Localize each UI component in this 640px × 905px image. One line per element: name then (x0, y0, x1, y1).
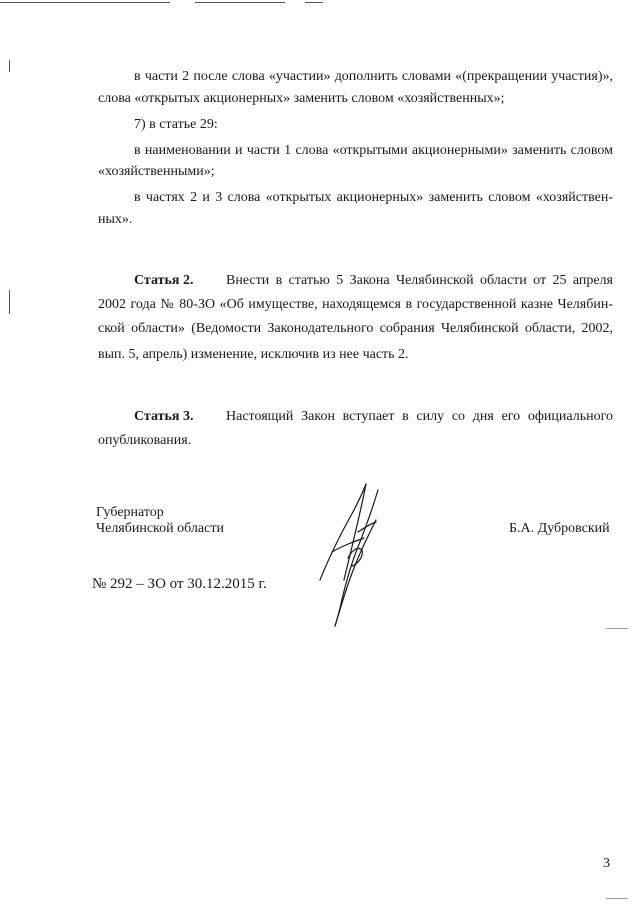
paragraph-3-line-1: в наименовании и части 1 слова «открытыми акционерными» заменить словом (134, 143, 613, 158)
article-2-line-3: ской области» (Ведомости Законодательного собрания Челябинской области, 2002, (98, 321, 613, 336)
scan-edge-top-3 (305, 2, 323, 3)
scan-edge-top-1 (0, 2, 170, 3)
region-title: Челябинской области (96, 521, 224, 536)
paragraph-1-line-1: в части 2 после слова «участии» дополнить словами «(прекращении участия)», (134, 69, 613, 84)
paragraph-1-line-2: слова «открытых акционерных» заменить словом «хозяйственных»; (98, 91, 505, 106)
article-2-line-4: вып. 5, апрель) изменение, исключив из нее часть 2. (98, 347, 409, 362)
article-3-heading: Статья 3. (134, 409, 194, 424)
article-2-line-1: Внести в статью 5 Закона Челябинской области от 25 апреля (226, 273, 613, 288)
paragraph-2: 7) в статье 29: (134, 117, 218, 132)
scan-edge-top-2 (195, 2, 285, 3)
article-2-line-2: 2002 года № 80-ЗО «Об имуществе, находящемся в государственной казне Челябин- (98, 297, 613, 312)
law-number: № 292 – ЗО от 30.12.2015 г. (92, 576, 267, 592)
page-number: 3 (603, 856, 610, 871)
handwritten-signature (298, 480, 398, 630)
scan-edge-left-2 (9, 290, 10, 314)
signer-name: Б.А. Дубровский (509, 521, 610, 536)
article-3-line-1: Настоящий Закон вступает в силу со дня его официального (226, 409, 613, 424)
paragraph-4-line-1: в частях 2 и 3 слова «открытых акционерных» заменить словом «хозяйствен- (134, 190, 613, 205)
article-2-heading: Статья 2. (134, 273, 194, 288)
paragraph-3-line-2: «хозяйственными»; (98, 164, 215, 179)
scan-edge-right-2 (606, 898, 628, 899)
article-3-line-2: опубликования. (98, 433, 192, 448)
paragraph-4-line-2: ных». (98, 212, 133, 227)
scan-edge-left-1 (9, 60, 10, 72)
governor-title: Губернатор (96, 505, 164, 520)
scan-edge-right-1 (606, 628, 628, 629)
